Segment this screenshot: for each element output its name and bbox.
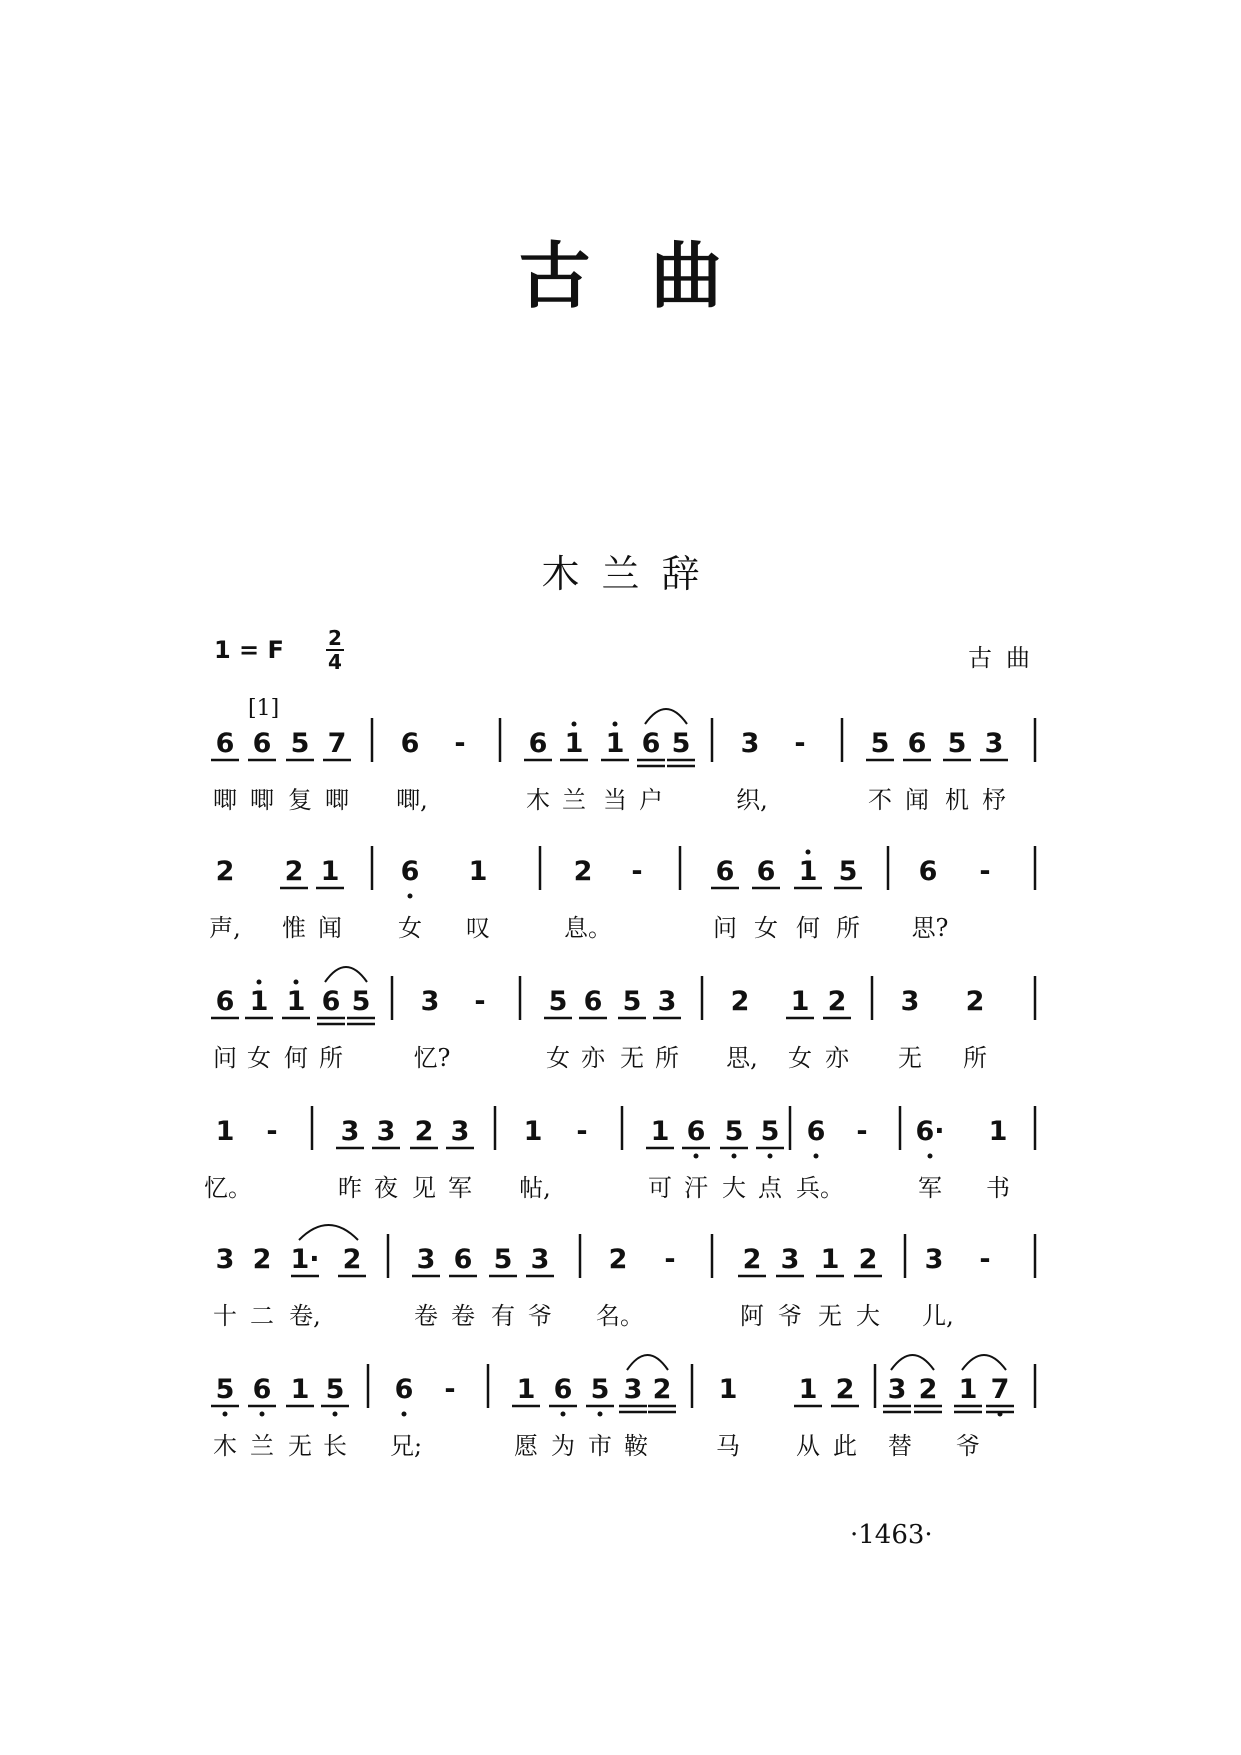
note: 1 — [820, 1244, 840, 1275]
lyric: 大 — [722, 1174, 746, 1202]
low-octave-dot — [333, 1412, 338, 1417]
note: 1 — [798, 1374, 818, 1405]
lyric: 所 — [319, 1044, 343, 1072]
note: 2 — [965, 986, 985, 1017]
lyric: 长 — [323, 1432, 347, 1460]
note: - — [266, 1116, 278, 1147]
note: - — [979, 1244, 991, 1275]
lyric: 木 — [213, 1432, 237, 1460]
note: 3 — [450, 1116, 470, 1147]
key-signature: 1 = F — [214, 636, 284, 664]
lyric: 汗 — [684, 1174, 708, 1202]
lyric: 卷 — [414, 1302, 438, 1330]
lyric: 军 — [448, 1174, 472, 1202]
low-octave-dot — [408, 894, 413, 899]
slur — [962, 1355, 1006, 1370]
song-title: 木兰辞 — [541, 552, 722, 596]
slur — [891, 1355, 934, 1370]
note: 3 — [740, 728, 760, 759]
note: 3 — [215, 1244, 235, 1275]
high-octave-dot — [806, 850, 811, 855]
composer: 古曲 — [968, 644, 1044, 672]
note: 6 — [453, 1244, 473, 1275]
lyric: 二 — [250, 1302, 274, 1330]
note: 6 — [528, 728, 548, 759]
low-octave-dot — [694, 1154, 699, 1159]
lyric: 愿 — [514, 1432, 538, 1460]
lyric: 叹 — [466, 914, 490, 942]
note: 6 — [321, 986, 341, 1017]
note: 6 — [215, 728, 235, 759]
note: 6 — [215, 986, 235, 1017]
lyric: 忆? — [413, 1044, 451, 1072]
low-octave-dot — [928, 1154, 933, 1159]
lyric: 何 — [284, 1044, 308, 1072]
lyric: 昨 — [338, 1174, 362, 1202]
note: 1 — [523, 1116, 543, 1147]
low-octave-dot — [768, 1154, 773, 1159]
note: 6 — [756, 856, 776, 887]
note: 3 — [623, 1374, 643, 1405]
lyric: 闻 — [318, 914, 342, 942]
lyric: 替 — [888, 1432, 912, 1460]
note: 2 — [215, 856, 235, 887]
note: 5 — [215, 1374, 235, 1405]
note: 1 — [798, 856, 818, 887]
lyric: 思, — [726, 1044, 758, 1072]
lyric: 兵。 — [796, 1174, 844, 1202]
lyric: 杼 — [982, 786, 1006, 814]
lyric: 不 — [868, 786, 892, 814]
note: 1· — [290, 1244, 320, 1275]
high-octave-dot — [572, 722, 577, 727]
note: 1 — [320, 856, 340, 887]
high-octave-dot — [257, 980, 262, 985]
note: 6· — [915, 1116, 945, 1147]
note: 5 — [493, 1244, 513, 1275]
lyric: 织, — [736, 786, 768, 814]
low-octave-dot — [402, 1412, 407, 1417]
low-octave-dot — [223, 1412, 228, 1417]
lyric: 唧 — [250, 786, 274, 814]
lyric: 问 — [213, 1044, 237, 1072]
note: 7 — [327, 728, 347, 759]
lyric: 可 — [648, 1174, 672, 1202]
note: 5 — [325, 1374, 345, 1405]
lyric: 爷 — [778, 1302, 802, 1330]
lyric: 书 — [986, 1174, 1010, 1202]
low-octave-dot — [598, 1412, 603, 1417]
note: 3 — [416, 1244, 436, 1275]
note: 5 — [590, 1374, 610, 1405]
note: - — [454, 728, 466, 759]
lyric: 惟 — [282, 914, 306, 942]
note: 6 — [641, 728, 661, 759]
slur — [627, 1355, 668, 1370]
note: 5 — [760, 1116, 780, 1147]
lyric: 见 — [412, 1174, 436, 1202]
lyric: 兰 — [250, 1432, 274, 1460]
note: - — [444, 1374, 456, 1405]
lyric: 何 — [796, 914, 820, 942]
section-mark: [1] — [248, 696, 280, 721]
note: - — [856, 1116, 868, 1147]
note: 6 — [553, 1374, 573, 1405]
note: 2 — [252, 1244, 272, 1275]
low-octave-dot — [732, 1154, 737, 1159]
note: 3 — [780, 1244, 800, 1275]
note: - — [794, 728, 806, 759]
lyric: 无 — [898, 1044, 922, 1072]
lyric: 十 — [213, 1302, 237, 1330]
note: 2 — [414, 1116, 434, 1147]
note: - — [664, 1244, 676, 1275]
lyric: 女 — [398, 914, 422, 942]
note: 2 — [742, 1244, 762, 1275]
lyric: 无 — [620, 1044, 644, 1072]
note: 6 — [252, 728, 272, 759]
high-octave-dot — [294, 980, 299, 985]
slur — [645, 709, 687, 724]
note: 3 — [340, 1116, 360, 1147]
note: 2 — [284, 856, 304, 887]
lyric: 问 — [713, 914, 737, 942]
low-octave-dot — [260, 1412, 265, 1417]
lyric: 夜 — [374, 1174, 398, 1202]
note: 1 — [215, 1116, 235, 1147]
note: 3 — [420, 986, 440, 1017]
lyric: 亦 — [825, 1044, 849, 1072]
lyric: 卷 — [451, 1302, 475, 1330]
lyric: 军 — [918, 1174, 942, 1202]
lyric: 从 — [796, 1432, 820, 1460]
note: 5 — [947, 728, 967, 759]
slur — [325, 967, 367, 982]
lyric: 忆。 — [204, 1174, 252, 1202]
lyric: 女 — [754, 914, 778, 942]
note: 5 — [622, 986, 642, 1017]
time-signature-denominator: 4 — [328, 650, 342, 674]
note: 5 — [870, 728, 890, 759]
note: 2 — [608, 1244, 628, 1275]
note: 6 — [715, 856, 735, 887]
note: 3 — [984, 728, 1004, 759]
lyric: 此 — [833, 1432, 857, 1460]
note: 6 — [400, 856, 420, 887]
note: 2 — [918, 1374, 938, 1405]
note: 1 — [718, 1374, 738, 1405]
lyric: 所 — [836, 914, 860, 942]
note: 3 — [887, 1374, 907, 1405]
lyric: 爷 — [956, 1432, 980, 1460]
lyric: 复 — [288, 786, 312, 814]
lyric: 女 — [247, 1044, 271, 1072]
lyric: 所 — [963, 1044, 987, 1072]
lyric: 思? — [911, 914, 949, 942]
note: 5 — [290, 728, 310, 759]
low-octave-dot — [561, 1412, 566, 1417]
note: 6 — [400, 728, 420, 759]
lyric: 马 — [716, 1432, 740, 1460]
note: 1 — [468, 856, 488, 887]
note: 3 — [530, 1244, 550, 1275]
note: 2 — [835, 1374, 855, 1405]
note: - — [979, 856, 991, 887]
note: 3 — [900, 986, 920, 1017]
note: 5 — [351, 986, 371, 1017]
note: 1 — [958, 1374, 978, 1405]
lyric: 唧 — [213, 786, 237, 814]
lyric: 声, — [209, 914, 241, 942]
lyric: 名。 — [596, 1302, 644, 1330]
lyric: 兄; — [389, 1432, 423, 1460]
lyric: 无 — [818, 1302, 842, 1330]
lyric: 爷 — [528, 1302, 552, 1330]
lyric: 大 — [856, 1302, 880, 1330]
note: 6 — [394, 1374, 414, 1405]
note: 3 — [376, 1116, 396, 1147]
note: 3 — [657, 986, 677, 1017]
lyric: 儿, — [922, 1302, 954, 1330]
note: 6 — [252, 1374, 272, 1405]
lyric: 市 — [588, 1432, 612, 1460]
note: 1 — [650, 1116, 670, 1147]
lyric: 帖, — [519, 1174, 551, 1202]
lyric: 女 — [546, 1044, 570, 1072]
note: 1 — [290, 1374, 310, 1405]
lyric: 所 — [655, 1044, 679, 1072]
lyric: 兰 — [562, 786, 586, 814]
note: 6 — [583, 986, 603, 1017]
note: 1 — [790, 986, 810, 1017]
page-number: ·1463· — [850, 1520, 933, 1550]
note: - — [631, 856, 643, 887]
note: 5 — [671, 728, 691, 759]
time-signature-numerator: 2 — [328, 626, 342, 650]
low-octave-dot — [814, 1154, 819, 1159]
lyric: 为 — [551, 1432, 575, 1460]
note: 1 — [516, 1374, 536, 1405]
lyric: 息。 — [564, 914, 612, 942]
lyric: 有 — [491, 1302, 515, 1330]
lyric: 卷, — [289, 1302, 321, 1330]
lyric: 当 — [603, 786, 627, 814]
note: 5 — [724, 1116, 744, 1147]
lyric: 闻 — [905, 786, 929, 814]
lyric: 点 — [758, 1174, 782, 1202]
note: 2 — [730, 986, 750, 1017]
note: 1 — [286, 986, 306, 1017]
lyric: 机 — [945, 786, 969, 814]
note: - — [474, 986, 486, 1017]
high-octave-dot — [613, 722, 618, 727]
note: 5 — [838, 856, 858, 887]
lyric: 户 — [639, 786, 663, 814]
note: 1 — [988, 1116, 1008, 1147]
lyric: 唧 — [325, 786, 349, 814]
lyric: 女 — [788, 1044, 812, 1072]
note: 6 — [907, 728, 927, 759]
note: - — [576, 1116, 588, 1147]
note: 2 — [827, 986, 847, 1017]
slur — [299, 1225, 358, 1240]
lyric: 无 — [288, 1432, 312, 1460]
note: 6 — [686, 1116, 706, 1147]
note: 1 — [249, 986, 269, 1017]
note: 2 — [858, 1244, 878, 1275]
note: 7 — [990, 1374, 1010, 1405]
note: 6 — [918, 856, 938, 887]
note: 3 — [924, 1244, 944, 1275]
lyric: 亦 — [581, 1044, 605, 1072]
lyric: 鞍 — [624, 1432, 648, 1460]
note: 1 — [605, 728, 625, 759]
note: 2 — [652, 1374, 672, 1405]
note: 2 — [573, 856, 593, 887]
lyric: 唧, — [396, 786, 428, 814]
note: 2 — [342, 1244, 362, 1275]
lyric: 阿 — [740, 1302, 764, 1330]
note: 6 — [806, 1116, 826, 1147]
section-title: 古曲 — [518, 233, 783, 318]
note: 1 — [564, 728, 584, 759]
note: 5 — [548, 986, 568, 1017]
lyric: 木 — [526, 786, 550, 814]
